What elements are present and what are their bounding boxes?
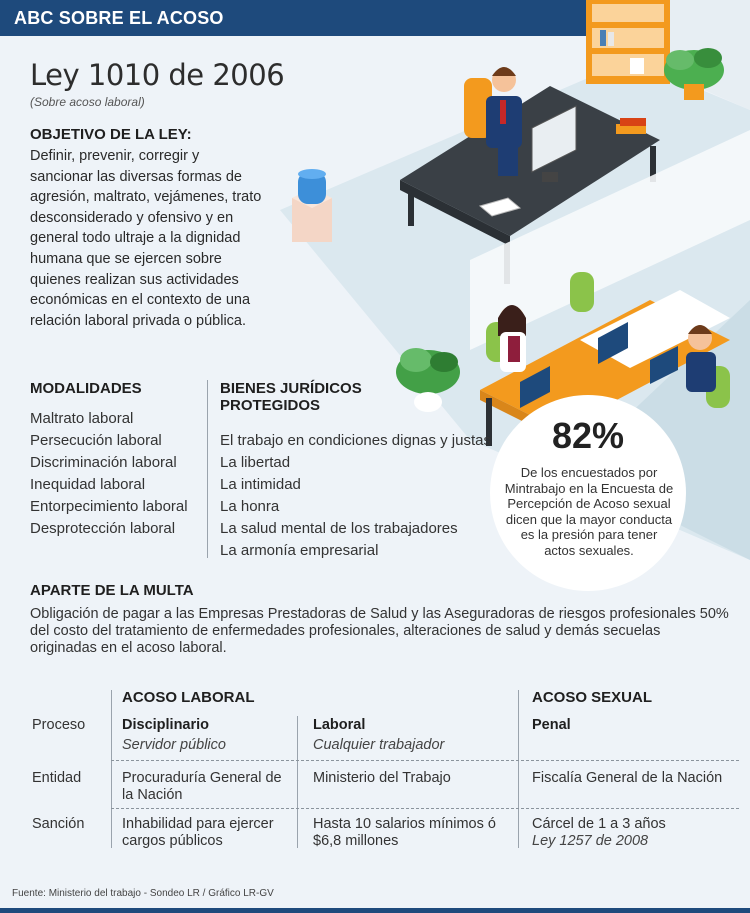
row-label-entidad: Entidad bbox=[32, 770, 82, 786]
objective-text: Definir, prevenir, corregir y sancionar las diversas formas de agresión, maltrato, vejámenes, trato desconsiderado y ofensivo y en general todo ultraje a la dignidad humana que se ejercen sobre quienes realizan sus actividades económicas en el contexto de una relación laboral privada o pública. bbox=[30, 148, 262, 329]
modalidades-heading: MODALIDADES bbox=[30, 380, 142, 397]
table-header-acoso-laboral: ACOSO LABORAL bbox=[122, 689, 255, 706]
list-item: Persecución laboral bbox=[30, 432, 162, 449]
stat-text: De los encuestados por Mintrabajo en la Encuesta de Percepción de Acoso sexual dicen que la mayor conducta es la presión para tener actos sexuales. bbox=[504, 465, 674, 558]
row-divider bbox=[111, 808, 739, 809]
list-item: La honra bbox=[220, 498, 280, 515]
row-divider bbox=[111, 760, 739, 761]
list-item: La intimidad bbox=[220, 476, 301, 493]
list-item: Entorpecimiento laboral bbox=[30, 498, 188, 515]
list-item: Discriminación laboral bbox=[30, 454, 177, 471]
table-cell: Inhabilidad para ejercer cargos públicos bbox=[122, 816, 274, 849]
modalidades-list bbox=[30, 408, 188, 540]
bienes-heading: BIENES JURÍDICOS PROTEGIDOS bbox=[220, 380, 362, 414]
objective-heading: OBJETIVO DE LA LEY: bbox=[30, 126, 192, 143]
list-item: El trabajo en condiciones dignas y justas bbox=[220, 432, 491, 449]
table-cell: Penal bbox=[532, 717, 571, 733]
list-item: Maltrato laboral bbox=[30, 410, 134, 427]
bienes-list bbox=[220, 430, 491, 562]
list-item: Inequidad laboral bbox=[30, 476, 146, 493]
table-cell: Ley 1257 de 2008 bbox=[532, 833, 649, 849]
table-cell: Disciplinario bbox=[122, 717, 210, 733]
list-item: La libertad bbox=[220, 454, 291, 471]
stat-callout bbox=[490, 395, 686, 591]
list-item: La salud mental de los trabajadores bbox=[220, 520, 458, 537]
footer-bar bbox=[0, 908, 750, 913]
table-cell: Cualquier trabajador bbox=[313, 737, 445, 753]
page-title: ABC SOBRE EL ACOSO bbox=[14, 8, 224, 28]
table-header-acoso-sexual: ACOSO SEXUAL bbox=[532, 689, 653, 706]
list-item: La armonía empresarial bbox=[220, 542, 379, 559]
table-cell: Procuraduría General de la Nación bbox=[122, 770, 282, 803]
source-credit: Fuente: Ministerio del trabajo - Sondeo LR / Gráfico LR-GV bbox=[12, 888, 274, 899]
multa-heading: APARTE DE LA MULTA bbox=[30, 582, 194, 599]
stat-value: 82% bbox=[551, 415, 625, 456]
table-cell: Laboral bbox=[313, 717, 366, 733]
table-cell: Hasta 10 salarios mínimos ó $6,8 millones bbox=[313, 816, 496, 849]
law-title: Ley 1010 de 2006 bbox=[30, 58, 285, 92]
divider bbox=[518, 690, 519, 848]
bookshelf-icon bbox=[586, 0, 670, 84]
divider bbox=[297, 716, 298, 848]
row-label-proceso: Proceso bbox=[32, 717, 86, 733]
divider bbox=[111, 690, 112, 848]
table-cell: Fiscalía General de la Nación bbox=[532, 770, 723, 786]
water-cooler-icon bbox=[292, 169, 332, 242]
table-cell: Ministerio del Trabajo bbox=[313, 770, 451, 786]
table-cell: Cárcel de 1 a 3 años bbox=[532, 816, 666, 832]
law-subtitle: (Sobre acoso laboral) bbox=[30, 95, 145, 109]
multa-text: Obligación de pagar a las Empresas Prestadoras de Salud y las Aseguradoras de riesgos profesionales 50% del costo del tratamiento de enfermedades profesionales, alteraciones de salud y demás secuelas originadas en el acoso laboral. bbox=[30, 606, 729, 656]
row-label-sancion: Sanción bbox=[32, 816, 85, 832]
table-cell: Servidor público bbox=[122, 737, 226, 753]
list-item: Desprotección laboral bbox=[30, 520, 176, 537]
divider bbox=[207, 380, 208, 558]
